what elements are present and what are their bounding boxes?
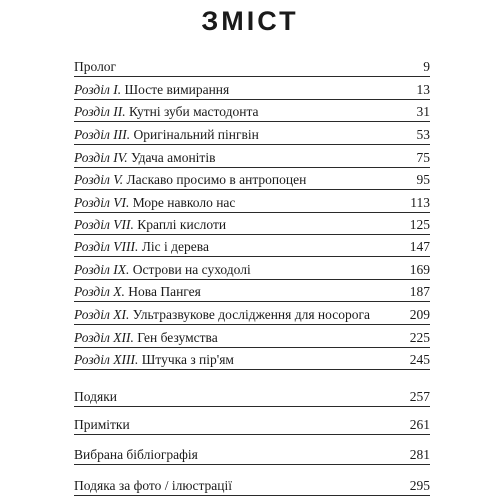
toc-page-number: 295 xyxy=(409,478,430,493)
toc-page-number: 209 xyxy=(409,307,430,322)
toc-chapter-number: Розділ II. xyxy=(74,104,126,119)
page-title: ЗМІСТ xyxy=(201,6,299,36)
toc-entry-title: Удача амонітів xyxy=(131,150,216,165)
toc-page-number: 13 xyxy=(416,82,430,97)
toc-page-number: 281 xyxy=(409,447,430,462)
toc-entry[interactable] xyxy=(74,170,430,190)
toc-chapter-number: Розділ XI. xyxy=(74,307,130,322)
toc-entry-label xyxy=(74,415,130,435)
toc-chapter-number: Розділ VI. xyxy=(74,195,130,210)
divider xyxy=(74,279,430,280)
toc-entry[interactable] xyxy=(74,80,430,100)
toc-entry-title: Ультразвукове дослідження для носорога xyxy=(132,307,371,322)
divider xyxy=(74,144,430,145)
toc-page-number: 113 xyxy=(410,195,430,210)
toc-page-number: 75 xyxy=(416,150,430,165)
toc-page-number: 31 xyxy=(416,104,430,119)
toc-entry-label xyxy=(74,125,259,145)
toc-page-number: 245 xyxy=(409,352,430,367)
toc-entry-title: Ласкаво просимо в антропоцен xyxy=(126,172,307,187)
toc-page-number: 187 xyxy=(409,284,430,299)
toc-entry-title: Нова Пангея xyxy=(128,284,201,299)
toc-entry[interactable] xyxy=(74,260,430,280)
divider xyxy=(74,189,430,190)
toc-entry-label xyxy=(74,237,209,257)
toc-entry-label xyxy=(74,170,306,190)
toc-entry[interactable] xyxy=(74,415,430,435)
toc-chapter-number: Розділ V. xyxy=(74,172,124,187)
toc-entry-title: Ліс і дерева xyxy=(141,239,209,254)
toc-chapter-number: Розділ VII. xyxy=(74,217,134,232)
divider xyxy=(74,369,430,370)
toc-entry-label xyxy=(74,387,117,407)
toc-entry-title: Краплі кислоти xyxy=(137,217,227,232)
toc-entry-title: Шосте вимирання xyxy=(124,82,230,97)
toc-entry-title: Подяка за фото / ілюстрації xyxy=(74,478,232,493)
toc-entry-label xyxy=(74,350,234,370)
toc-entry[interactable] xyxy=(74,148,430,168)
divider xyxy=(74,347,430,348)
divider xyxy=(74,121,430,122)
toc-entry[interactable] xyxy=(74,282,430,302)
divider xyxy=(74,76,430,77)
toc-page-number: 125 xyxy=(409,217,430,232)
toc-entry-label xyxy=(74,305,370,325)
toc-entry-label xyxy=(74,102,259,122)
toc-entry-title: Море навколо нас xyxy=(132,195,236,210)
divider xyxy=(74,406,430,407)
toc-chapter-number: Розділ IX. xyxy=(74,262,130,277)
toc-entry-label xyxy=(74,282,201,302)
toc-chapter-number: Розділ IV. xyxy=(74,150,128,165)
toc-entry-label xyxy=(74,80,229,100)
toc-entry-label xyxy=(74,57,116,77)
divider xyxy=(74,167,430,168)
toc-chapter-number: Розділ XII. xyxy=(74,330,134,345)
toc-entry-label xyxy=(74,215,226,235)
toc-chapter-number: Розділ I. xyxy=(74,82,122,97)
toc-chapter-number: Розділ III. xyxy=(74,127,131,142)
toc-page-number: 225 xyxy=(409,330,430,345)
divider xyxy=(74,99,430,100)
divider xyxy=(74,256,430,257)
toc-entry[interactable] xyxy=(74,305,430,325)
divider xyxy=(74,234,430,235)
toc-page-number: 147 xyxy=(409,239,430,254)
toc-entry[interactable] xyxy=(74,57,430,77)
divider xyxy=(74,301,430,302)
toc-page-number: 169 xyxy=(409,262,430,277)
toc-entry-title: Вибрана бібліографія xyxy=(74,447,198,462)
toc-page-number: 53 xyxy=(416,127,430,142)
toc-page-number: 9 xyxy=(423,59,430,74)
toc-page-number: 95 xyxy=(416,172,430,187)
toc-entry-title: Кутні зуби мастодонта xyxy=(129,104,259,119)
toc-entry-title: Острови на суходолі xyxy=(132,262,251,277)
toc-entry[interactable] xyxy=(74,215,430,235)
toc-chapter-number: Розділ XIII. xyxy=(74,352,139,367)
toc-entry[interactable] xyxy=(74,237,430,257)
toc-entry-title: Ген безумства xyxy=(137,330,218,345)
toc-chapter-number: Розділ VIII. xyxy=(74,239,139,254)
toc-entry[interactable] xyxy=(74,102,430,122)
toc-entry[interactable] xyxy=(74,476,430,496)
toc-entry-label xyxy=(74,193,235,213)
toc-entry-label xyxy=(74,476,232,496)
toc-entry-title: Штучка з пір'ям xyxy=(141,352,234,367)
toc-page-number: 257 xyxy=(409,389,430,404)
toc-page-number: 261 xyxy=(409,417,430,432)
divider xyxy=(74,464,430,465)
divider xyxy=(74,212,430,213)
divider xyxy=(74,434,430,435)
toc-entry[interactable] xyxy=(74,193,430,213)
toc-entry-title: Оригінальний пінгвін xyxy=(133,127,259,142)
toc-entry-title: Подяки xyxy=(74,389,117,404)
toc-entry[interactable] xyxy=(74,387,430,407)
toc-entry[interactable] xyxy=(74,445,430,465)
toc-entry[interactable] xyxy=(74,350,430,370)
toc-entry-label xyxy=(74,445,198,465)
toc-chapter-number: Розділ X. xyxy=(74,284,125,299)
toc-entry-label xyxy=(74,260,251,280)
toc-entry-label xyxy=(74,148,215,168)
toc-entry[interactable] xyxy=(74,125,430,145)
toc-entry-title: Примітки xyxy=(74,417,130,432)
toc-entry-label xyxy=(74,328,218,348)
toc-entry[interactable] xyxy=(74,328,430,348)
divider xyxy=(74,324,430,325)
divider xyxy=(74,495,430,496)
toc-entry-title: Пролог xyxy=(74,59,117,74)
